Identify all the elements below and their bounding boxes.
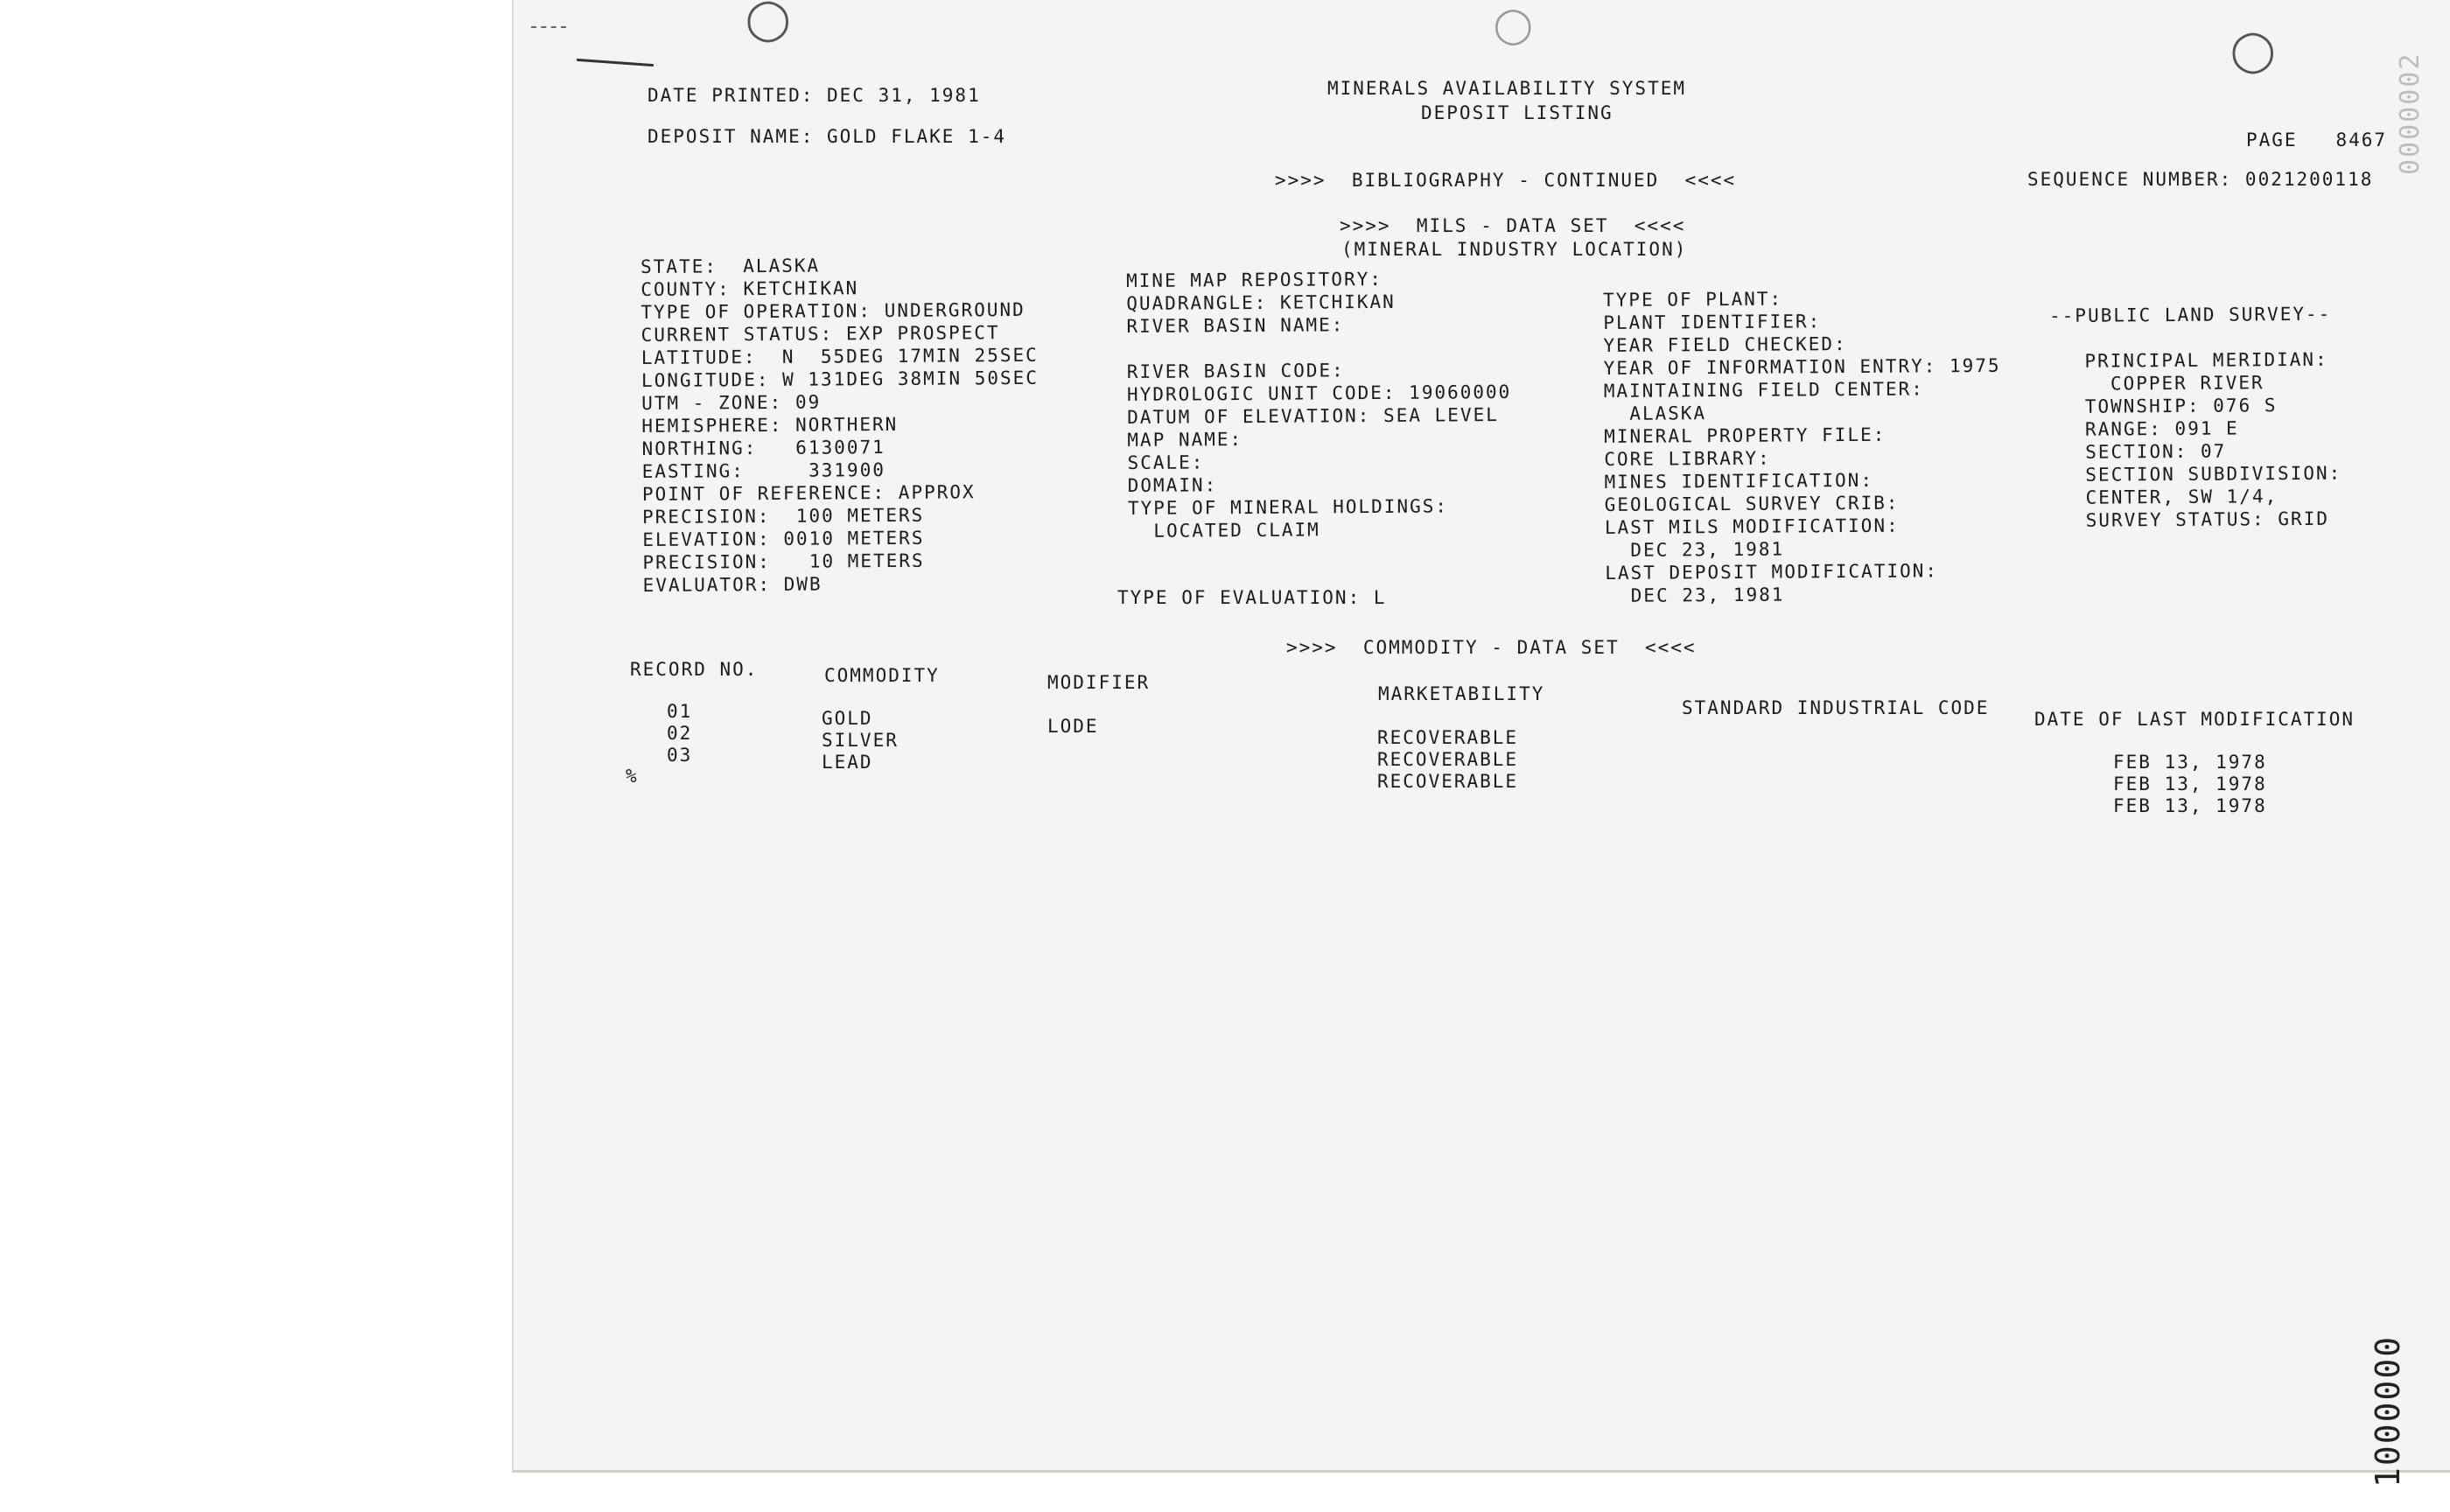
longitude-field: LONGITUDE: W 131DEG 38MIN 50SEC [640, 367, 1040, 391]
elevation-precision-field: PRECISION: 10 METERS [642, 550, 925, 573]
precision-field: PRECISION: 100 METERS [642, 504, 925, 528]
evaluator-field: EVALUATOR: DWB [642, 573, 822, 596]
range-field: RANGE: 091 E [2084, 417, 2239, 440]
section-subdivision-field: SECTION SUBDIVISION: [2085, 462, 2342, 486]
last-mils-modification: LAST MILS MODIFICATION: [1604, 514, 1900, 538]
land-survey-heading: --PUBLIC LAND SURVEY-- [2049, 303, 2332, 326]
last-mils-modification-date: DEC 23, 1981 [1605, 538, 1785, 561]
modifier-cell: LODE [1047, 716, 1099, 737]
maintaining-field-center: MAINTAINING FIELD CENTER: [1603, 378, 1924, 402]
plant-identifier-field: PLANT IDENTIFIER: [1603, 311, 1822, 333]
marketability-cell: RECOVERABLE [1377, 727, 1519, 748]
date-modified-cell: FEB 13, 1978 [2113, 795, 2267, 816]
hydrologic-unit-field: HYDROLOGIC UNIT CODE: 19060000 [1126, 381, 1512, 405]
marketability-cell: RECOVERABLE [1377, 771, 1519, 792]
survey-status-field: SURVEY STATUS: GRID [2085, 508, 2330, 531]
geological-survey-crib: GEOLOGICAL SURVEY CRIB: [1604, 492, 1900, 515]
core-library: CORE LIBRARY: [1604, 447, 1771, 470]
domain-field: DOMAIN: [1127, 474, 1218, 496]
commodity-heading: >>>> COMMODITY - DATA SET <<<< [1286, 637, 1697, 658]
record-no-cell: 01 [667, 701, 693, 722]
mineral-property-file: MINERAL PROPERTY FILE: [1604, 424, 1886, 447]
point-of-reference-field: POINT OF REFERENCE: APPROX [641, 481, 976, 505]
principal-meridian-field: PRINCIPAL MERIDIAN: [2084, 348, 2328, 372]
mines-identification: MINES IDENTIFICATION: [1604, 469, 1874, 493]
latitude-field: LATITUDE: N 55DEG 17MIN 25SEC [640, 344, 1039, 368]
mils-subheading: (MINERAL INDUSTRY LOCATION) [1341, 239, 1688, 260]
sic-header: STANDARD INDUSTRIAL CODE [1682, 697, 1990, 718]
sequence-number: SEQUENCE NUMBER: 0021200118 [2027, 169, 2374, 190]
map-name-field: MAP NAME: [1127, 429, 1243, 451]
hole-punch-mark: ◯ [746, 0, 791, 42]
date-printed: DATE PRINTED: DEC 31, 1981 [648, 85, 981, 106]
film-frame-number: 1000000 [2369, 1334, 2407, 1488]
current-status-field: CURRENT STATUS: EXP PROSPECT [640, 322, 1000, 346]
state-field: STATE: ALASKA [640, 255, 821, 277]
commodity-cell: GOLD [822, 708, 873, 729]
year-information-entry: YEAR OF INFORMATION ENTRY: 1975 [1603, 354, 2001, 379]
bibliography-heading: >>>> BIBLIOGRAPHY - CONTINUED <<<< [1275, 170, 1737, 191]
marketability-header: MARKETABILITY [1378, 683, 1545, 704]
record-no-cell: 03 [667, 745, 693, 766]
modifier-header: MODIFIER [1047, 672, 1151, 693]
field-center-value: ALASKA [1603, 402, 1707, 424]
scale-field: SCALE: [1127, 452, 1205, 473]
easting-field: EASTING: 331900 [641, 459, 886, 482]
commodity-cell: LEAD [822, 752, 873, 773]
utm-zone-field: UTM - ZONE: 09 [641, 391, 822, 414]
pen-scribble [577, 59, 654, 66]
hole-punch-mark: ◯ [2230, 26, 2276, 74]
date-modified-cell: FEB 13, 1978 [2113, 774, 2267, 794]
page-number: PAGE 8467 [2246, 130, 2388, 150]
county-field: COUNTY: KETCHIKAN [640, 277, 859, 300]
mils-heading: >>>> MILS - DATA SET <<<< [1340, 215, 1686, 236]
hemisphere-field: HEMISPHERE: NORTHERN [641, 413, 899, 437]
date-modified-header: DATE OF LAST MODIFICATION [2034, 709, 2356, 730]
listing-title: DEPOSIT LISTING [1421, 102, 1614, 123]
township-field: TOWNSHIP: 076 S [2084, 395, 2278, 417]
plant-type-field: TYPE OF PLANT: [1603, 288, 1783, 311]
document-sheet [512, 0, 2450, 1488]
mineral-holdings-field: TYPE OF MINERAL HOLDINGS: [1127, 495, 1449, 519]
record-no-cell: 02 [667, 723, 693, 744]
commodity-header: COMMODITY [824, 665, 940, 686]
datum-elevation-field: DATUM OF ELEVATION: SEA LEVEL [1127, 404, 1499, 428]
pen-scribble [531, 26, 566, 28]
date-modified-cell: FEB 13, 1978 [2113, 752, 2267, 773]
section-subdivision-value: CENTER, SW 1/4, [2085, 486, 2278, 508]
hole-punch-mark: ◯ [1494, 5, 1533, 46]
quadrangle-field: QUADRANGLE: KETCHIKAN [1126, 290, 1396, 314]
river-basin-name-field: RIVER BASIN NAME: [1126, 314, 1345, 337]
northing-field: NORTHING: 6130071 [641, 437, 886, 459]
mine-map-repository-field: MINE MAP REPOSITORY: [1126, 268, 1383, 291]
system-title: MINERALS AVAILABILITY SYSTEM [1327, 78, 1687, 99]
principal-meridian-value: COPPER RIVER [2084, 372, 2264, 395]
type-of-evaluation: TYPE OF EVALUATION: L [1117, 587, 1387, 608]
elevation-field: ELEVATION: 0010 METERS [642, 527, 925, 550]
operation-type-field: TYPE OF OPERATION: UNDERGROUND [640, 298, 1026, 323]
end-of-record-mark: % [626, 766, 639, 787]
mineral-holdings-value: LOCATED CLAIM [1128, 519, 1320, 542]
commodity-cell: SILVER [822, 730, 899, 751]
film-frame-number-faint: 0000002 [2395, 52, 2426, 175]
section-field: SECTION: 07 [2085, 440, 2227, 463]
last-deposit-modification: LAST DEPOSIT MODIFICATION: [1605, 560, 1939, 584]
year-field-checked: YEAR FIELD CHECKED: [1603, 333, 1847, 356]
river-basin-code-field: RIVER BASIN CODE: [1126, 360, 1345, 382]
last-deposit-modification-date: DEC 23, 1981 [1605, 584, 1785, 606]
marketability-cell: RECOVERABLE [1377, 749, 1519, 770]
record-no-header: RECORD NO. [630, 659, 759, 680]
deposit-name: DEPOSIT NAME: GOLD FLAKE 1-4 [648, 126, 1007, 147]
